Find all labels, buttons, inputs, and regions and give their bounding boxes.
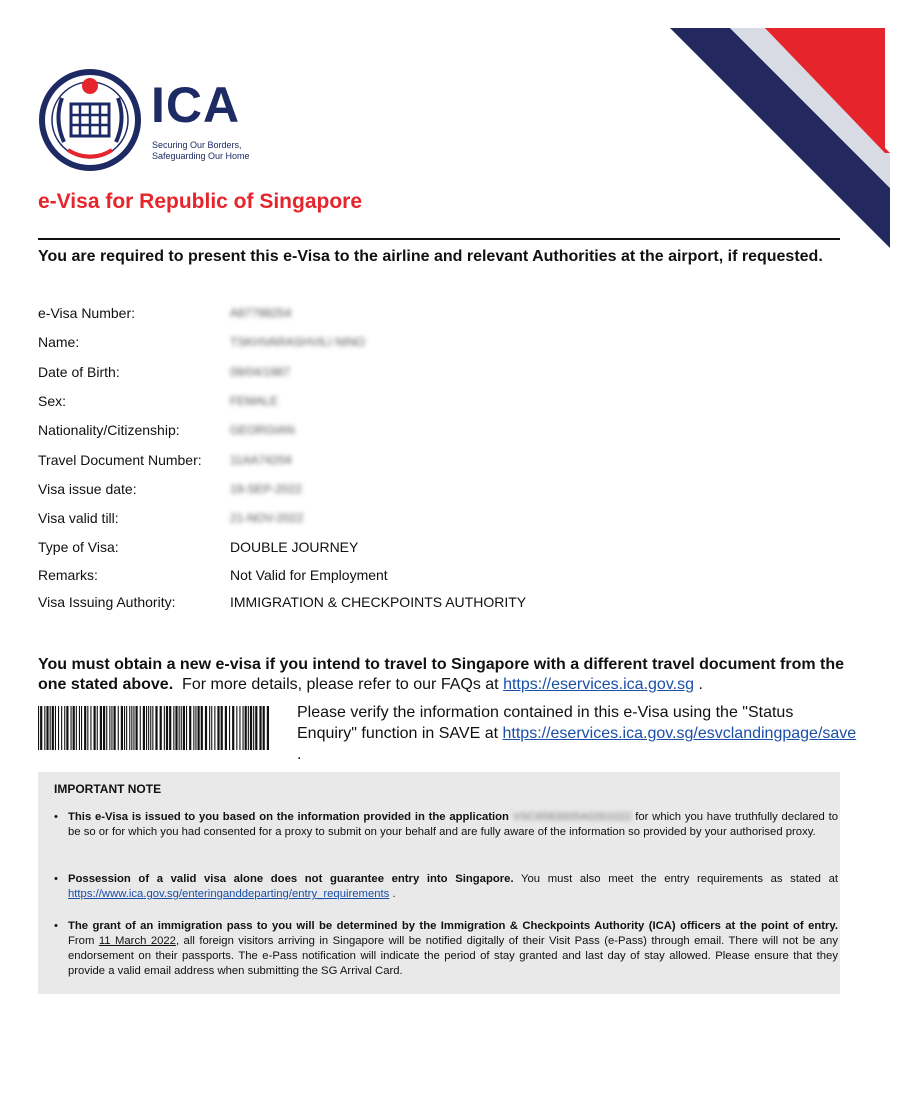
corner-ribbon-graphic [660, 28, 890, 253]
barcode-bar [229, 706, 230, 750]
barcode-bar [201, 706, 203, 750]
barcode-bar [90, 706, 91, 750]
barcode-bar [250, 706, 252, 750]
barcode-bar [136, 706, 138, 750]
barcode-bar [61, 706, 62, 750]
barcode-bar [183, 706, 185, 750]
barcode-bar [64, 706, 65, 750]
barcode-bar [129, 706, 130, 750]
barcode-bar [79, 706, 80, 750]
barcode-bar [50, 706, 51, 750]
barcode-bar [173, 706, 174, 750]
note-item-1: • This e-Visa is issued to you based on the information provided in the application VSC6583005A0261022 for which you have truthfully declared to be so or for which you had consented for a proxy to submit on your behalf and are fully aware of the information so provided by your authorised proxy. [54, 811, 839, 838]
barcode-bar [114, 706, 116, 750]
barcode-bar [193, 706, 194, 750]
barcode-bar [97, 706, 98, 750]
barcode-bar [121, 706, 123, 750]
barcode-bar [152, 706, 153, 750]
save-link[interactable]: https://eservices.ica.gov.sg/esvclandingpage/save [502, 725, 857, 742]
barcode-bar [44, 706, 45, 750]
barcode-bar [217, 706, 219, 750]
barcode-bar [150, 706, 151, 750]
barcode-bar [209, 706, 210, 750]
barcode-bar [166, 706, 168, 750]
barcode-bar [66, 706, 68, 750]
barcode-bar [186, 706, 187, 750]
document-title: e-Visa for Republic of Singapore [38, 190, 363, 213]
barcode-bar [73, 706, 75, 750]
barcode-bar [143, 706, 145, 750]
barcode-bar [118, 706, 119, 750]
barcode-bar [253, 706, 254, 750]
barcode-bar [169, 706, 171, 750]
barcode-bar [131, 706, 132, 750]
present-notice: You are required to present this e-Visa to the airline and relevant Authorities at the airport, if requested. [38, 248, 823, 265]
barcode-bar [214, 706, 215, 750]
barcode-bar [109, 706, 110, 750]
barcode [38, 706, 270, 750]
barcode-bar [195, 706, 196, 750]
note-item-3: • The grant of an immigration pass to you will be determined by the Immigration & Checkpoints Authority (ICA) officers at the point of entry. From 11 March 2022, all foreign visitors arriving in Singapore will be notified digitally of their Visit Pass (e-Pass) through email. There will not be any endorsement on their passports. The e-Pass notification will indicate the period of stay granted and last day of stay allowed. Please ensure that they provide a valid email address when submitting the SG Arrival Card. [54, 920, 838, 977]
barcode-bar [179, 706, 180, 750]
barcode-bar [267, 706, 269, 750]
faq-link[interactable]: https://eservices.ica.gov.sg [503, 676, 694, 693]
barcode-bar [140, 706, 141, 750]
barcode-bar [259, 706, 261, 750]
barcode-bar [181, 706, 182, 750]
barcode-bar [84, 706, 86, 750]
note-item-2: • Possession of a valid visa alone does not guarantee entry into Singapore. You must also meet the entry requirements as stated at https://www.ica.gov.sg/enteringanddeparting/entry_requirements . [54, 873, 839, 900]
barcode-bar [146, 706, 147, 750]
barcode-bar [46, 706, 48, 750]
barcode-bar [243, 706, 244, 750]
barcode-bar [255, 706, 257, 750]
barcode-bar [111, 706, 112, 750]
barcode-bar [106, 706, 107, 750]
barcode-bar [205, 706, 207, 750]
barcode-bar [100, 706, 102, 750]
new-visa-notice: You must obtain a new e-visa if you intend to travel to Singapore with a different travel document from the one stated above. For more details, please refer to our FAQs at https://eservices.ica.gov.sg . [38, 656, 845, 693]
divider [38, 238, 840, 240]
ica-seal-icon [38, 68, 142, 172]
verify-notice: Please verify the information contained in this e-Visa using the "Status Enquiry" function in SAVE at https://eservices.ica.gov.sg/esvclandingpage/save . [297, 704, 857, 763]
barcode-bar [160, 706, 162, 750]
barcode-bar [71, 706, 72, 750]
entry-requirements-link[interactable]: https://www.ica.gov.sg/enteringanddeparting/entry_requirements [68, 888, 390, 900]
important-note-box [38, 772, 840, 994]
barcode-bar [94, 706, 96, 750]
barcode-bar [236, 706, 237, 750]
barcode-bar [76, 706, 77, 750]
barcode-bar [40, 706, 42, 750]
barcode-bar [58, 706, 59, 750]
barcode-bar [164, 706, 165, 750]
barcode-bar [55, 706, 56, 750]
barcode-bar [81, 706, 82, 750]
ica-logo-text: ICA [151, 77, 241, 133]
ica-tagline: Securing Our Borders, Safeguarding Our Home [152, 140, 250, 161]
barcode-bar [148, 706, 149, 750]
barcode-bar [155, 706, 157, 750]
barcode-bar [232, 706, 234, 750]
barcode-bar [38, 706, 39, 750]
barcode-bar [52, 706, 54, 750]
barcode-bar [189, 706, 191, 750]
barcode-bar [87, 706, 88, 750]
barcode-bar [124, 706, 125, 750]
note-title: IMPORTANT NOTE [54, 782, 162, 796]
barcode-bar [126, 706, 127, 750]
barcode-bar [239, 706, 240, 750]
barcode-bar [221, 706, 223, 750]
barcode-bar [263, 706, 265, 750]
barcode-bar [198, 706, 200, 750]
barcode-bar [225, 706, 227, 750]
barcode-bar [211, 706, 212, 750]
barcode-bar [248, 706, 249, 750]
barcode-bar [103, 706, 105, 750]
barcode-bar [133, 706, 134, 750]
barcode-bar [175, 706, 177, 750]
barcode-bar [245, 706, 247, 750]
